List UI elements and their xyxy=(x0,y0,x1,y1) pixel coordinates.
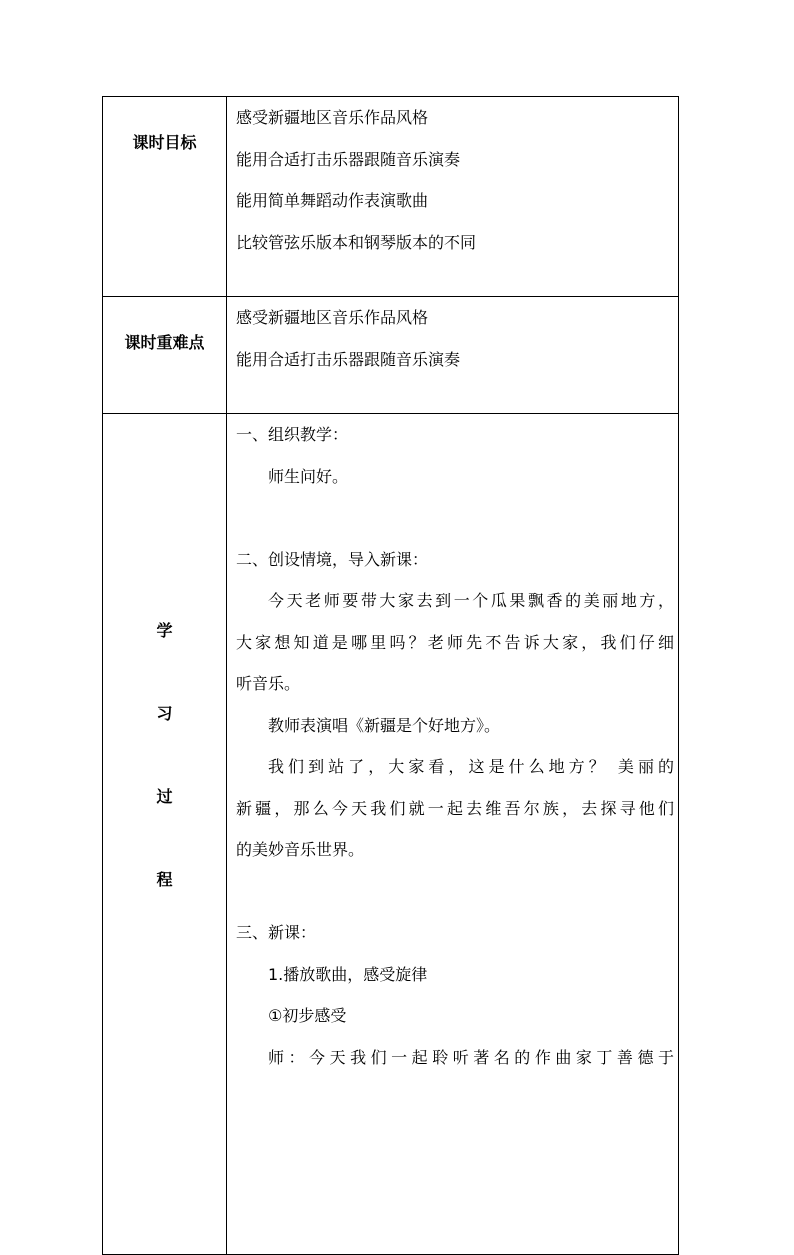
process-line-16: 师：今天我们一起聆听著名的作曲家丁善德于 xyxy=(268,1047,674,1067)
process-line-8: 教师表演唱《新疆是个好地方》。 xyxy=(268,715,501,735)
goal-line-3: 能用简单舞蹈动作表演歌曲 xyxy=(236,191,429,210)
row-learning-process xyxy=(103,414,679,1255)
process-line-9: 我们到站了，大家看，这是什么地方？ 美丽的 xyxy=(268,757,674,776)
process-heading-1: 一、组织教学： xyxy=(236,425,349,444)
lesson-plan-table xyxy=(102,96,679,1255)
process-line-2: 师生问好。 xyxy=(268,466,349,486)
label-cell-goals xyxy=(103,97,227,297)
process-label-char-2: 习 xyxy=(156,704,173,723)
process-label-char-1: 学 xyxy=(156,621,173,640)
label-cell-process xyxy=(103,414,227,1255)
process-line-7: 听音乐。 xyxy=(236,674,301,693)
goals-label: 课时目标 xyxy=(132,133,197,152)
goal-line-2: 能用合适打击乐器跟随音乐演奏 xyxy=(236,149,461,169)
goal-line-1: 感受新疆地区音乐作品风格 xyxy=(236,108,429,127)
process-label-char-3: 过 xyxy=(156,787,173,806)
process-label-char-4: 程 xyxy=(156,870,173,889)
key-points-label: 课时重难点 xyxy=(124,333,205,352)
process-line-6: 大家想知道是哪里吗？老师先不告诉大家，我们仔细 xyxy=(236,632,674,652)
process-heading-2: 二、创设情境，导入新课： xyxy=(236,549,429,569)
process-line-11: 的美妙音乐世界。 xyxy=(236,840,365,859)
row-key-points xyxy=(103,297,679,414)
process-line-14: 1.播放歌曲，感受旋律 xyxy=(268,964,428,984)
process-line-5: 今天老师要带大家去到一个瓜果飘香的美丽地方， xyxy=(268,591,674,610)
process-blank-line-1 xyxy=(227,497,678,539)
process-blank-line-2 xyxy=(227,871,678,913)
content-cell-goals xyxy=(227,97,679,297)
key-point-line-1: 感受新疆地区音乐作品风格 xyxy=(236,308,429,327)
process-line-10: 新疆，那么今天我们就一起去维吾尔族，去探寻他们 xyxy=(236,798,674,818)
content-cell-process xyxy=(227,414,679,1255)
row-lesson-goals xyxy=(103,97,679,297)
key-point-line-2: 能用合适打击乐器跟随音乐演奏 xyxy=(236,349,461,369)
process-line-15: ①初步感受 xyxy=(268,1006,347,1025)
label-cell-key-points xyxy=(103,297,227,414)
process-heading-3: 三、新课： xyxy=(236,923,317,942)
goal-line-4: 比较管弦乐版本和钢琴版本的不同 xyxy=(236,232,477,252)
content-cell-key-points xyxy=(227,297,679,414)
